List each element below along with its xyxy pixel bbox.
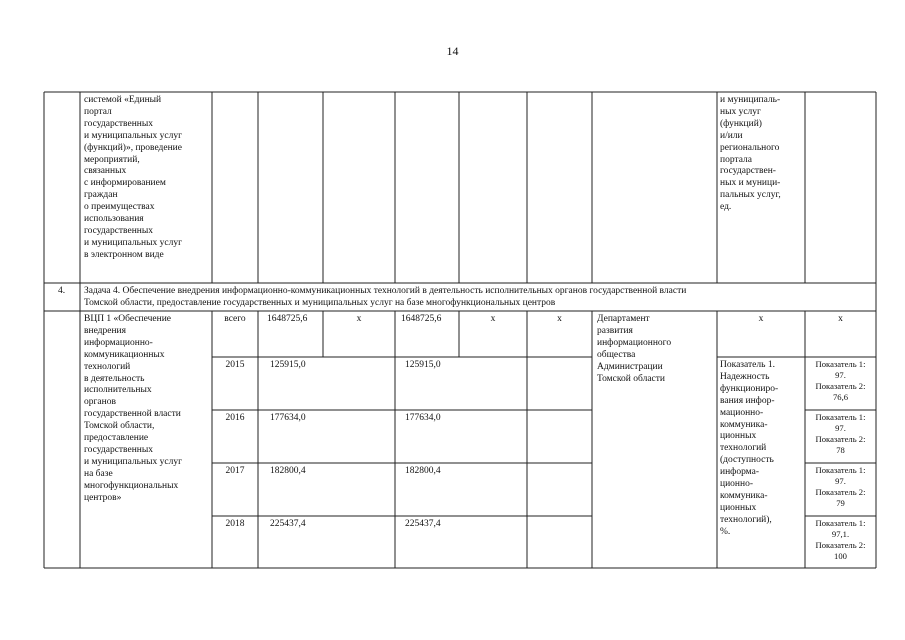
year-2015-indicator-values: Показатель 1: 97. Показатель 2: 76,6 bbox=[815, 359, 866, 402]
year-2016-regional: 177634,0 bbox=[405, 413, 441, 423]
page-number: 14 bbox=[446, 44, 459, 58]
program-executor: Департамент развития информационного общества Администрации Томской области bbox=[597, 314, 672, 384]
year-2015-total: 125915,0 bbox=[270, 360, 306, 370]
year-2017-regional: 182800,4 bbox=[405, 466, 441, 476]
year-2015-period: 2015 bbox=[225, 360, 245, 370]
year-2017-indicator-values: Показатель 1: 97. Показатель 2: 79 bbox=[815, 465, 866, 508]
continued-indicator-text: и муниципаль- ных услуг (функций) и/или регионального портала государствен- ных и муници- пальных услуг, ед. bbox=[720, 95, 781, 213]
total-amount: 1648725,6 bbox=[267, 314, 308, 324]
task-text: Задача 4. Обеспечение внедрения информационно-коммуникационных технологий в деятельность исполнительных органов государственной власти Томской области, предоставление государственных и муниципальных услуг на базе многофункциональных центров bbox=[84, 286, 687, 308]
total-value: x bbox=[838, 314, 843, 324]
year-2018-period: 2018 bbox=[225, 519, 245, 529]
program-name: ВЦП 1 «Обеспечение внедрения информационно- коммуникационных технологий в деятельность исполнительных органов государственной власти Томской области, предоставление государственных и муниципальных услуг на базе многофункциональных центров» bbox=[84, 314, 182, 503]
total-regional: 1648725,6 bbox=[401, 314, 442, 324]
year-2016-total: 177634,0 bbox=[270, 413, 306, 423]
year-2016-indicator-values: Показатель 1: 97. Показатель 2: 78 bbox=[815, 412, 866, 455]
continued-activity-text: системой «Единый портал государственных и муниципальных услуг (функций)», проведение мероприятий, связанных с информированием граждан о преимуществах использования государственных и муниципальных услуг в электронном виде bbox=[84, 95, 182, 260]
total-indicator: x bbox=[758, 314, 764, 324]
year-2015-regional: 125915,0 bbox=[405, 360, 441, 370]
total-local: x bbox=[490, 314, 496, 324]
total-other: x bbox=[557, 314, 562, 324]
year-2018-regional: 225437,4 bbox=[405, 519, 441, 529]
year-2018-total: 225437,4 bbox=[270, 519, 306, 529]
total-period: всего bbox=[224, 314, 246, 324]
total-federal: x bbox=[356, 314, 362, 324]
year-2016-period: 2016 bbox=[225, 413, 245, 423]
year-2017-total: 182800,4 bbox=[270, 466, 306, 476]
indicator-name: Показатель 1. Надежность функциониро- вания инфор- мационно- коммуника- ционных технологий (доступность информа- ционно- коммуника- ционных технологий), %. bbox=[720, 360, 779, 537]
year-2017-period: 2017 bbox=[225, 466, 245, 476]
year-2018-indicator-values: Показатель 1: 97,1. Показатель 2: 100 bbox=[815, 518, 866, 561]
task-number: 4. bbox=[58, 286, 66, 296]
